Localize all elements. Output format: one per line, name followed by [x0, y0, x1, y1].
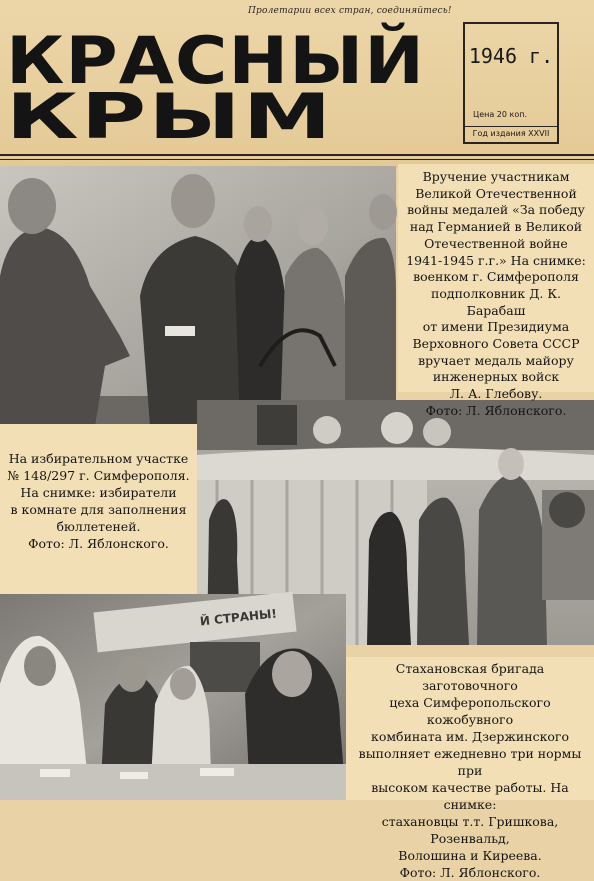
caption-line: войны медалей «За победу: [407, 202, 585, 218]
caption-line: Великой Отечественной: [415, 185, 577, 201]
issue-year: 1946 г.: [468, 44, 554, 68]
caption-line: стахановцы т.т. Гришкова, Розенвальд,: [381, 814, 559, 846]
photo-award-ceremony: [0, 166, 396, 424]
photo-credit: Фото: Л. Яблонского.: [28, 536, 169, 551]
caption-line: На снимке: избиратели: [20, 485, 177, 500]
newspaper-title-line-1: КРАСНЫЙ: [6, 22, 425, 99]
caption-line: над Германией в Великой: [409, 219, 583, 235]
motto: Пролетарии всех стран, соединяйтесь!: [248, 6, 452, 16]
caption-line: от имени Президиума: [422, 319, 570, 335]
caption-line: На избирательном участке: [8, 451, 189, 466]
caption-line: высоком качестве работы. На снимке:: [371, 780, 569, 812]
caption-award-ceremony: [398, 164, 594, 418]
caption-line: выполняет ежедневно три нормы при: [358, 746, 582, 778]
caption-line: бюллетеней.: [56, 519, 141, 534]
caption-stakhanov-brigade: [346, 657, 594, 880]
caption-line: Верховного Совета СССР: [412, 336, 580, 352]
caption-line: вручает медаль майору: [418, 352, 574, 368]
caption-line: цеха Симферопольского кожобувного: [389, 695, 551, 727]
caption-line: Вручение участникам: [422, 169, 570, 184]
issue-info-box: [463, 22, 559, 144]
caption-line: комбината им. Дзержинского: [371, 729, 569, 744]
masthead-rule-thin: [0, 159, 594, 160]
caption-line: инженерных войск: [432, 369, 560, 385]
caption-line: подполковник Д. К. Барабаш: [431, 285, 561, 318]
caption-line: Стахановская бригада заготовочного: [395, 661, 545, 693]
newspaper-title-line-2: КРЫМ: [6, 80, 334, 154]
photo-stakhanov-brigade-image: [0, 594, 346, 800]
photo-credit: Фото: Л. Яблонского.: [425, 402, 567, 418]
year-of-issue: Год издания XXVII: [465, 126, 557, 138]
caption-line: Л. А. Глебову.: [449, 386, 543, 402]
photo-award-ceremony-image: [0, 166, 396, 424]
photo-stakhanov-brigade: [0, 594, 346, 800]
caption-line: 1941-1945 г.г.» На снимке:: [406, 252, 586, 268]
masthead-rule: [0, 154, 594, 156]
caption-line: Волошина и Киреева.: [398, 848, 542, 863]
caption-line: в комнате для заполнения: [10, 502, 187, 517]
masthead: [0, 0, 594, 168]
banner-text: Й СТРАНЫ!: [199, 606, 278, 629]
caption-line: № 148/297 г. Симферополя.: [7, 468, 190, 483]
caption-line: военком г. Симферополя: [413, 269, 579, 285]
issue-price: Цена 20 коп.: [473, 110, 528, 119]
caption-election-precinct: [0, 424, 197, 594]
caption-line: Отечественной войне: [424, 235, 568, 251]
photo-credit: Фото: Л. Яблонского.: [399, 865, 541, 880]
